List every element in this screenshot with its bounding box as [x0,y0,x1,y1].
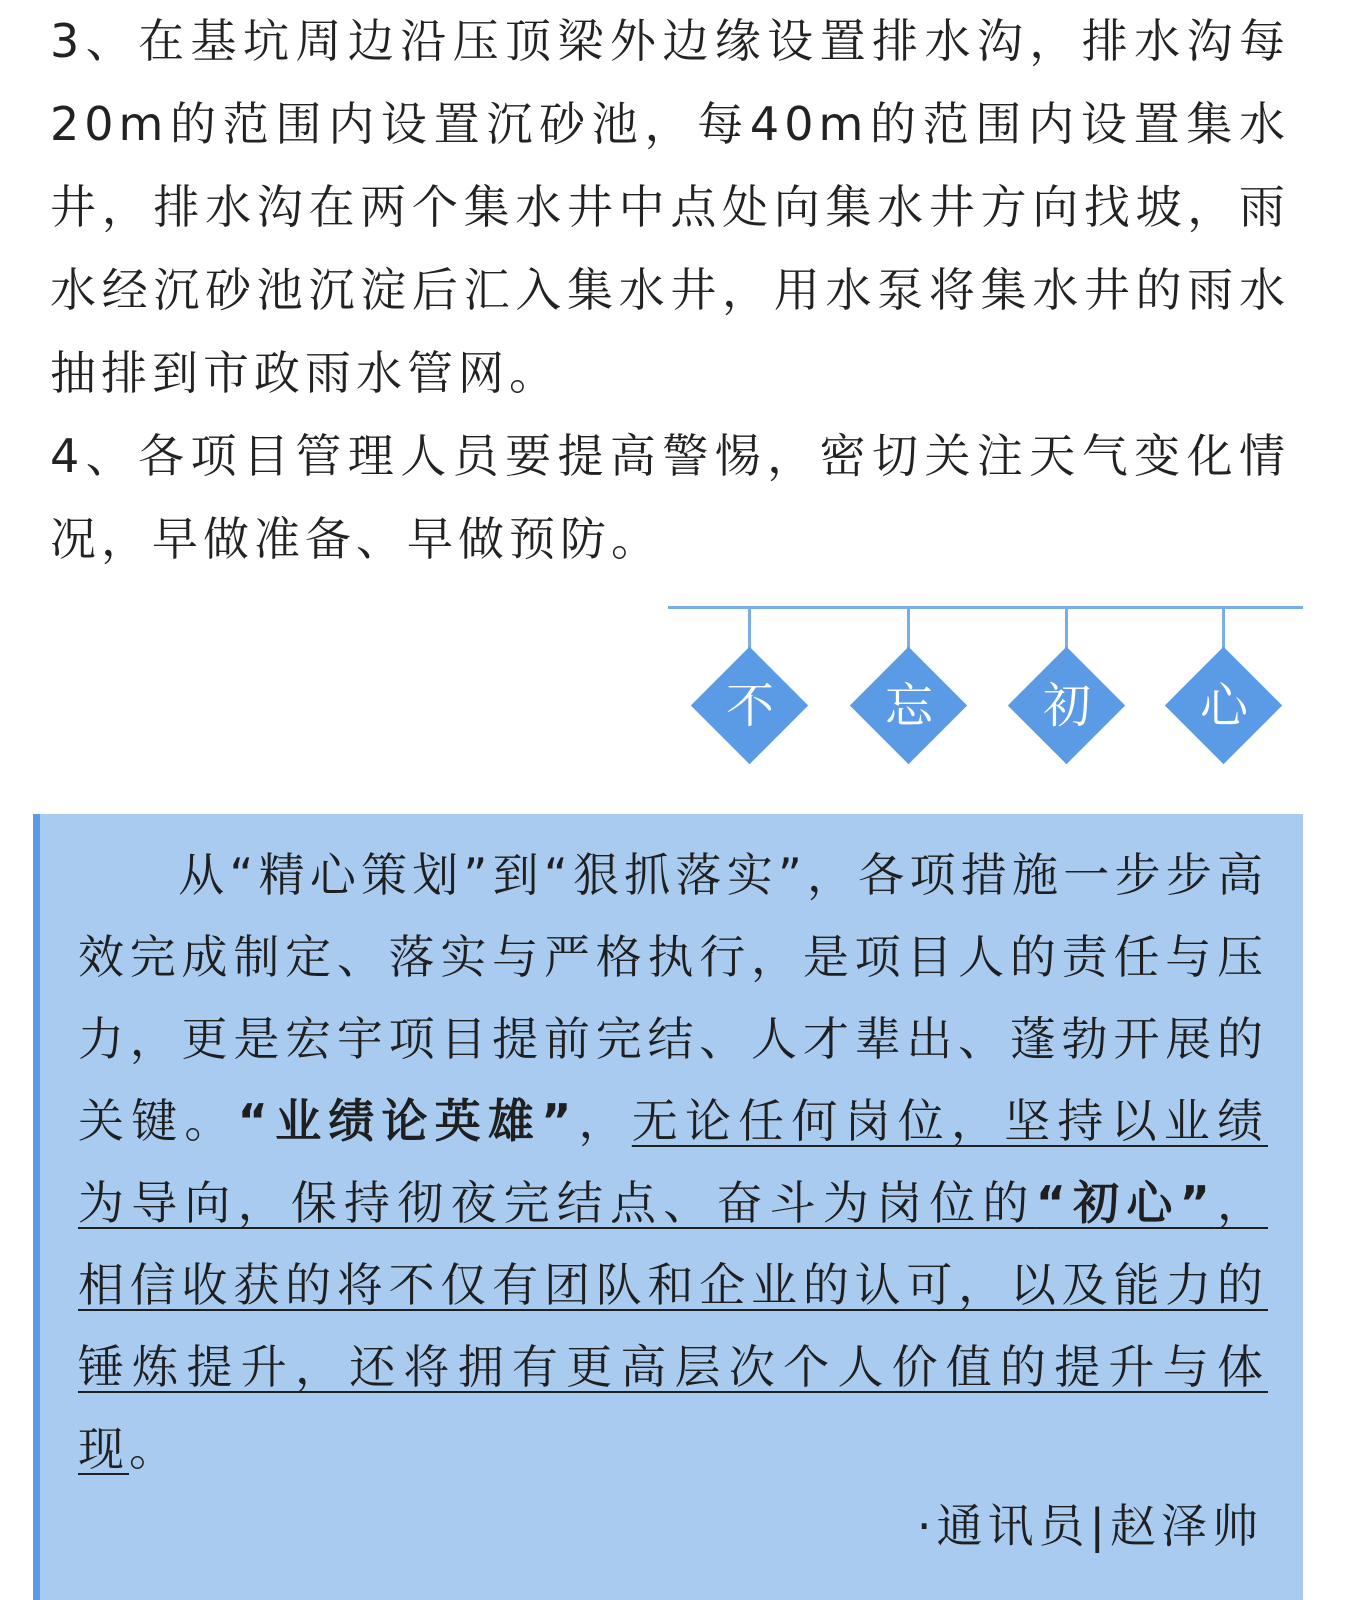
paragraph-3: 3、在基坑周边沿压顶梁外边缘设置排水沟，排水沟每20m的范围内设置沉砂池，每40m的范围内设置集水井，排水沟在两个集水井中点处向集水井方向找坡，雨水经沉砂池沉淀后汇入集水井，用水泵将集水井的雨水抽排到市政雨水管网。 [50,14,1290,400]
divider-line [668,606,1303,609]
divider-char-bu: 不 [725,678,774,734]
quote-segment: 从“精心策划”到“狠抓落实”，各项措施一步步高效完成制定、落实与严格执行，是项目人的责任与压力，更是宏宇项目提前完结、人才辈出、蓬勃开展的关键。 [78,848,1268,1148]
quote-bold-slogan: “业绩论英雄” [237,1094,577,1148]
paragraph-4: 4、各项目管理人员要提高警惕，密切关注天气变化情况，早做准备、早做预防。 [50,429,1290,566]
quote-end: 。 [129,1422,180,1476]
quote-segment: ， [576,1094,632,1148]
author-signature: ·通讯员|赵泽帅 [916,1499,1263,1553]
divider-char-chu: 初 [1042,678,1091,734]
quote-bold-underlined: “初心” [1035,1176,1215,1230]
quote-paragraph [78,834,1268,1490]
divider-char-wang: 忘 [884,678,933,734]
article-body [50,0,1290,581]
quote-underlined-segment: 无论任何岗位，坚持以业绩为导向，保持彻夜完结点、奋斗为岗位的 [78,1094,1269,1230]
divider-char-xin: 心 [1199,678,1248,734]
quote-underlined-segment: ，相信收获的将不仅有团队和企业的认可，以及能力的锤炼提升，还将拥有更高层次个人价值的提升与体现 [78,1176,1269,1476]
